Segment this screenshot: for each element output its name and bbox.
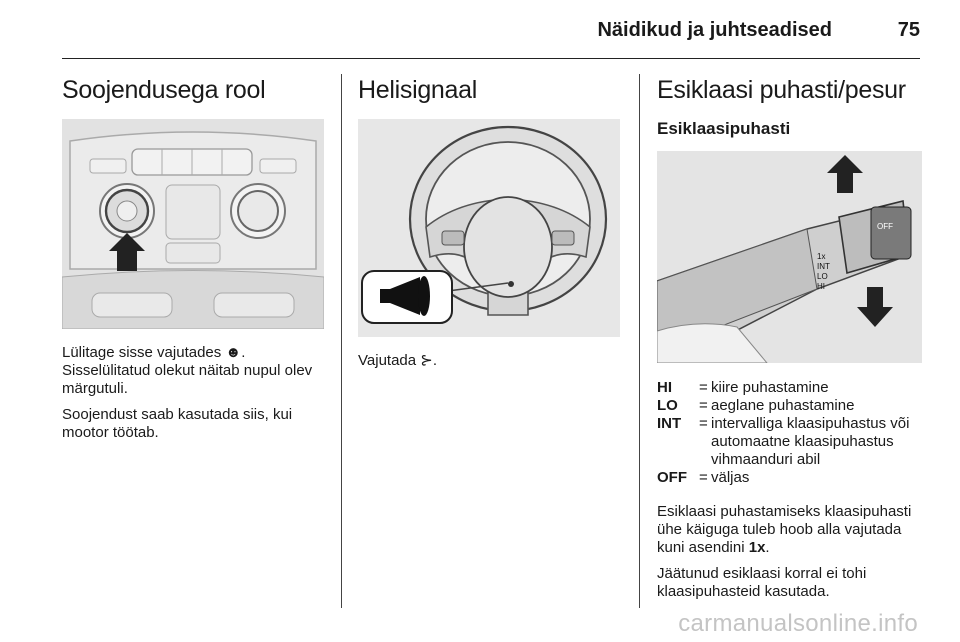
subsection-heading: Esiklaasipuhasti [657,119,791,138]
legend-description: intervalliga klaasipuhastus või automaatne klaasipuhastus vihmaanduri abil [711,415,910,468]
footer-watermark: carmanualsonline.info [678,610,918,637]
stalk-label-hi: HI [817,282,825,291]
dashboard-illustration [62,119,324,329]
legend-separator: = [699,469,708,486]
stalk-label-1x: 1x [817,252,826,261]
legend-separator: = [699,415,708,432]
section-heading: Esiklaasi puhasti/pesur [657,76,906,104]
wiper-stalk-illustration [657,151,922,363]
legend-separator: = [699,397,708,414]
steering-wheel-drawing [358,119,620,337]
wiper-section [657,76,922,601]
legend-description: aeglane puhastamine [711,397,855,414]
horn-section [358,76,620,370]
column-divider [341,74,342,608]
icy-windscreen-warning: Jäätunud esiklaasi korral ei tohi klaasipuhasteid kasutada. [657,565,867,600]
legend-description: väljas [711,469,750,486]
page-header [62,0,920,59]
wiper-stalk-drawing [657,151,922,363]
section-heading: Soojendusega rool [62,76,266,104]
legend-key: INT [657,415,682,432]
column-divider [639,74,640,608]
legend-separator: = [699,379,708,396]
heated-wheel-button-drawing [62,119,324,329]
legend-key: LO [657,397,678,414]
chapter-title: Näidikud ja juhtseadised [597,19,832,41]
usage-condition-text: Soojendust saab kasutada siis, kui mootor töötab. [62,406,293,441]
legend-description: kiire puhastamine [711,379,829,396]
wiper-positions-legend [657,379,922,487]
section-heading: Helisignaal [358,76,477,104]
legend-row-hi [657,379,922,397]
legend-row-lo [657,397,922,415]
stalk-label-int: INT [817,262,830,271]
heated-wheel-section [62,76,324,442]
page-number: 75 [897,19,920,41]
horn-instruction-text: Vajutada ⊱. [358,352,438,369]
single-wipe-instruction: Esiklaasi puhastamiseks klaasipuhasti ühe käiguga tuleb hoob alla vajutada kuni asendini 1x. [657,503,912,556]
stalk-label-lo: LO [817,272,828,281]
stalk-label-off: OFF [877,222,893,231]
legend-key: OFF [657,469,687,486]
legend-row-int [657,415,922,469]
instruction-text: Lülitage sisse vajutades ☻. Sisselülitatud olekut näitab nupul olev märgutuli. [62,344,313,397]
legend-key: HI [657,379,672,396]
legend-row-off [657,469,922,487]
steering-wheel-illustration [358,119,620,337]
